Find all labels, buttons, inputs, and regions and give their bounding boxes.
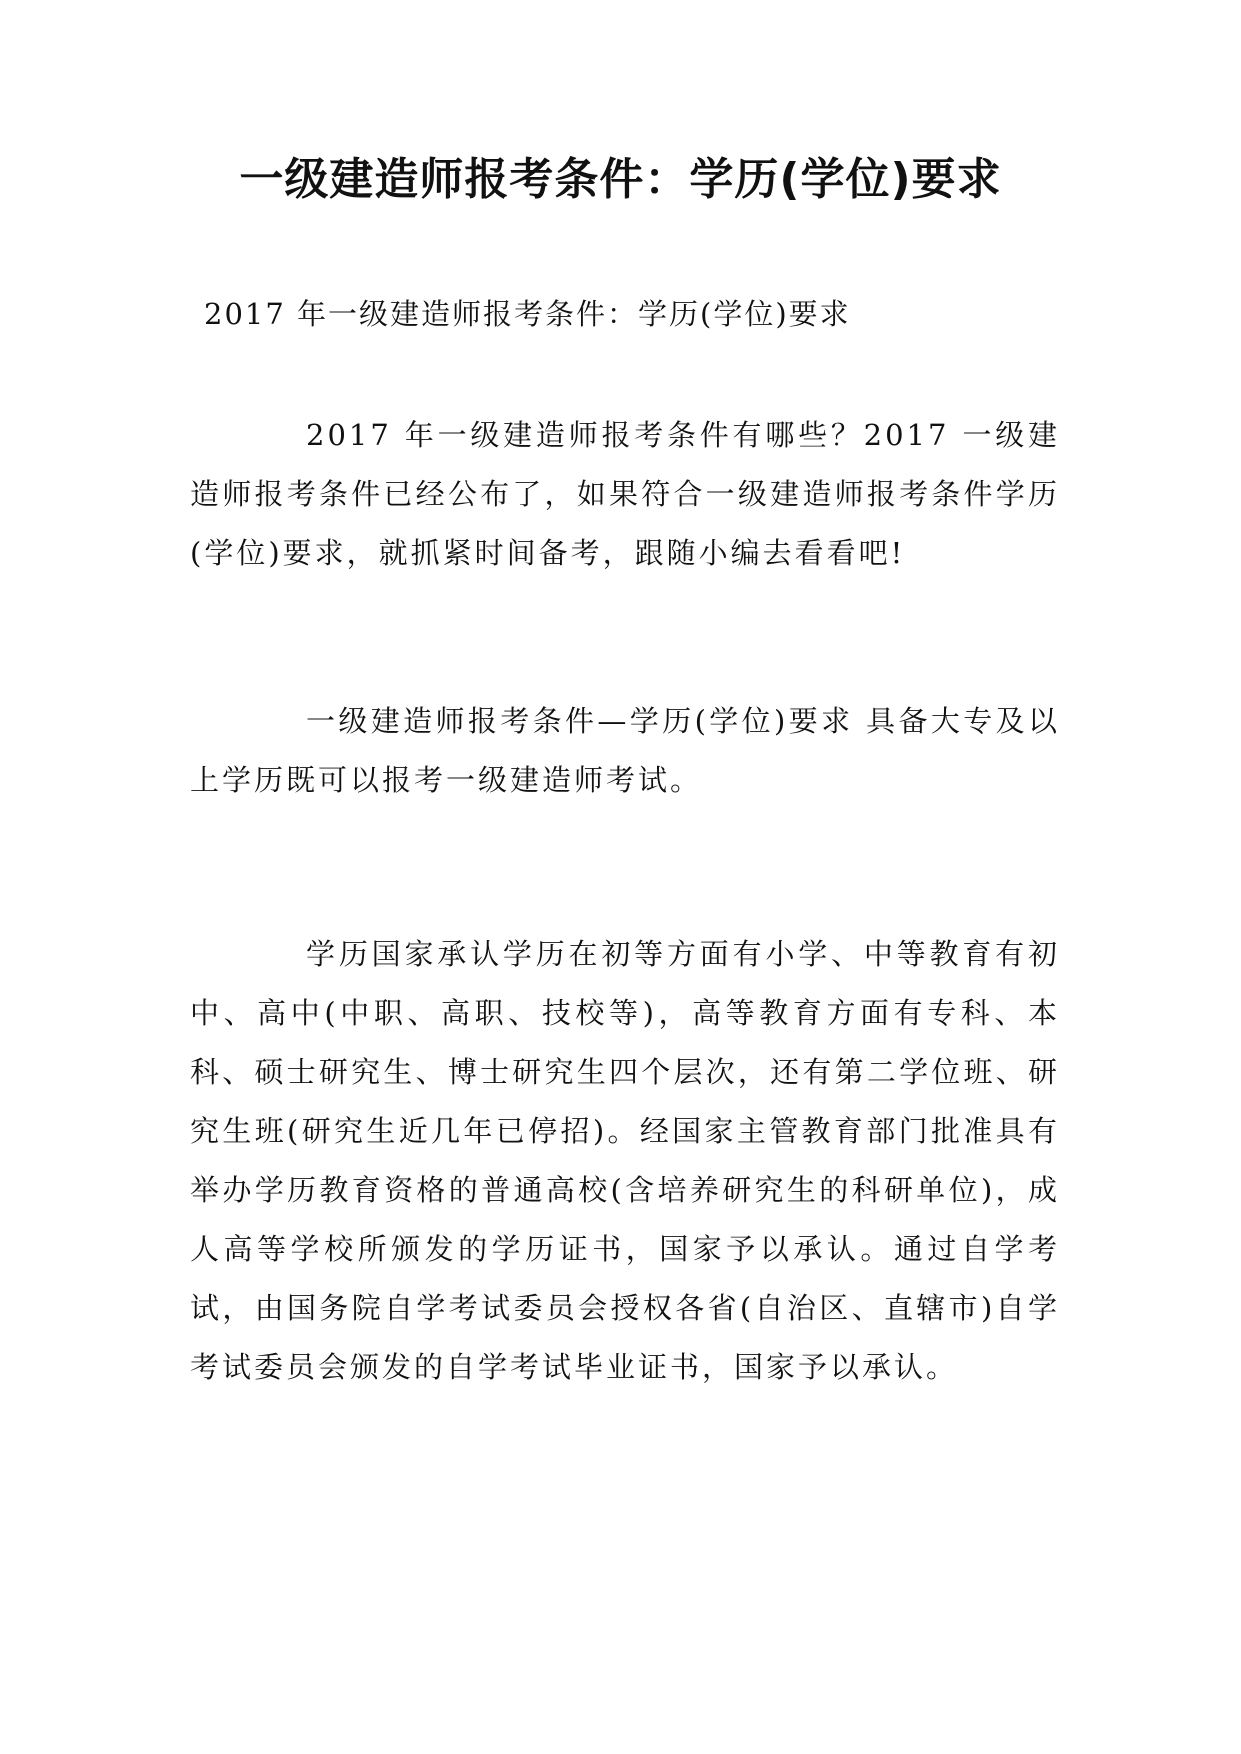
education-requirement-paragraph: 一级建造师报考条件—学历(学位)要求 具备大专及以上学历既可以报考一级建造师考试。 [190,704,1060,797]
recognized-education-paragraph: 学历国家承认学历在初等方面有小学、中等教育有初中、高中(中职、高职、技校等)，高等教育方面有专科、本科、硕士研究生、博士研究生四个层次，还有第二学位班、研究生班(研究生近几年已停招)。经国家主管教育部门批准具有举办学历教育资格的普通高校(含培养研究生的科研单位)，成人高等学校所颁发的学历证书，国家予以承认。通过自学考试，由国务院自学考试委员会授权各省(自治区、直辖市)自学考试委员会颁发的自学考试毕业证书，国家予以承认。 [190,937,1060,1384]
intro-paragraph: 2017 年一级建造师报考条件有哪些？2017 一级建造师报考条件已经公布了，如果符合一级建造师报考条件学历(学位)要求，就抓紧时间备考，跟随小编去看看吧! [190,418,1060,570]
document-subtitle: 2017 年一级建造师报考条件：学历(学位)要求 [204,297,851,331]
document-title: 一级建造师报考条件：学历(学位)要求 [239,154,1002,205]
